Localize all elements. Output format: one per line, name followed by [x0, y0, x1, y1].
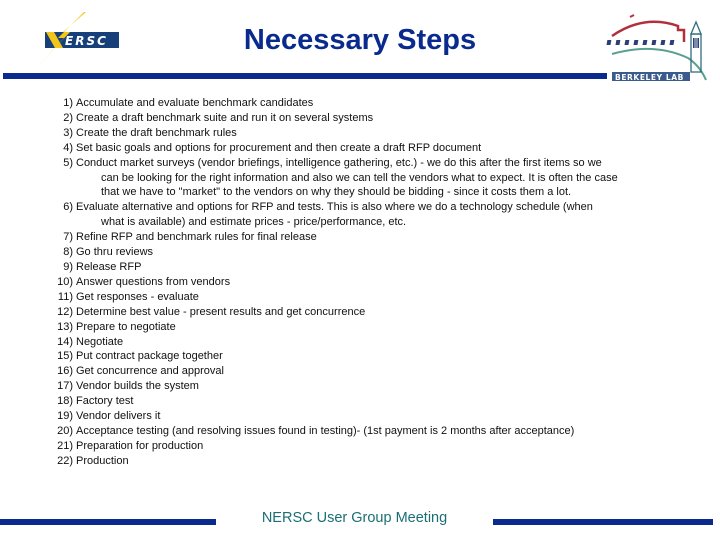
- list-item: [48, 349, 688, 364]
- step-text-line: Answer questions from vendors: [76, 275, 231, 288]
- step-text-line: Put contract package together: [76, 350, 223, 363]
- step-text-line: Create a draft benchmark suite and run it on several systems: [76, 111, 374, 124]
- step-text: [76, 349, 680, 364]
- step-number: 3): [63, 126, 73, 139]
- step-number: 17): [57, 380, 73, 393]
- step-text-line: Create the draft benchmark rules: [76, 126, 237, 139]
- step-text: [76, 111, 680, 126]
- step-text-line: Negotiate: [76, 335, 124, 348]
- list-item: [48, 290, 688, 305]
- list-item: [48, 111, 688, 126]
- step-text-line: Preparation for production: [76, 439, 204, 452]
- list-item: [48, 454, 688, 469]
- list-item: [48, 394, 688, 409]
- list-item: [48, 409, 688, 424]
- step-text: [76, 409, 680, 424]
- footer-divider-left: [0, 519, 216, 525]
- step-text: [76, 290, 680, 305]
- list-item: [48, 305, 688, 320]
- list-item: [48, 379, 688, 394]
- step-text: [76, 260, 680, 275]
- step-text-line: Refine RFP and benchmark rules for final release: [76, 231, 317, 244]
- step-text: [76, 320, 680, 335]
- step-text-line: Evaluate alternative and options for RFP and tests. This is also where we do a technology schedule (when: [76, 201, 593, 214]
- step-number: 13): [57, 320, 73, 333]
- step-number: 18): [57, 395, 73, 408]
- list-item: [48, 230, 688, 245]
- step-text-line: Go thru reviews: [76, 246, 154, 259]
- step-text-line: Get responses - evaluate: [76, 290, 199, 303]
- step-text: [76, 379, 680, 394]
- step-text-line: Release RFP: [76, 260, 142, 273]
- step-number: 4): [63, 141, 73, 154]
- step-text-line: Set basic goals and options for procurement and then create a draft RFP document: [76, 141, 482, 154]
- step-number: 7): [63, 231, 73, 244]
- step-number: 8): [63, 246, 73, 259]
- nersc-logo-text: ERSC: [65, 34, 108, 48]
- step-number: 16): [57, 365, 73, 378]
- list-item: [48, 260, 688, 275]
- step-number: 6): [63, 201, 73, 214]
- step-text: [76, 335, 680, 350]
- step-number: 20): [57, 424, 73, 437]
- step-text-line: Prepare to negotiate: [76, 320, 176, 333]
- step-text-line: Conduct market surveys (vendor briefings, intelligence gathering, etc.) - we do this after the first items so we: [76, 156, 602, 169]
- berkeley-lab-logo-text: BERKELEY LAB: [615, 73, 684, 82]
- step-text: [76, 141, 680, 156]
- list-item: [48, 96, 688, 111]
- step-number: 19): [57, 410, 73, 423]
- step-text-line: Vendor builds the system: [76, 380, 199, 393]
- step-number: 5): [63, 156, 73, 169]
- step-number: 15): [57, 350, 73, 363]
- steps-list: [48, 96, 688, 469]
- step-text: [76, 245, 680, 260]
- nersc-lightning-logo-icon: [14, 8, 124, 74]
- step-continuation-line: that we have to "market" to the vendors on why they should be bidding - since it costs them a lot.: [101, 186, 572, 199]
- step-text: [76, 230, 680, 245]
- step-text-line: Accumulate and evaluate benchmark candidates: [76, 97, 314, 109]
- step-number: 12): [57, 305, 73, 318]
- step-text: [76, 96, 680, 111]
- step-text: [76, 156, 680, 201]
- berkeley-lab-logo-icon: [604, 8, 716, 86]
- page-title: Necessary Steps: [243, 24, 477, 56]
- step-text: [76, 200, 680, 230]
- step-number: 21): [57, 439, 73, 452]
- list-item: [48, 156, 688, 201]
- step-text: [76, 305, 680, 320]
- list-item: [48, 126, 688, 141]
- step-text: [76, 424, 680, 439]
- step-text: [76, 439, 680, 454]
- step-text-line: Acceptance testing (and resolving issues found in testing)- (1st payment is 2 months after acceptance): [76, 424, 575, 437]
- step-number: 14): [57, 335, 73, 348]
- list-item: [48, 320, 688, 335]
- step-text-line: Factory test: [76, 395, 134, 408]
- footer-text: NERSC User Group Meeting: [261, 510, 448, 526]
- step-continuation-line: can be looking for the right information and also we can tell the vendors what to expect. It is often the case: [101, 171, 618, 184]
- step-text: [76, 364, 680, 379]
- step-number: 1): [63, 97, 73, 109]
- step-number: 2): [63, 111, 73, 124]
- list-item: [48, 275, 688, 290]
- step-number: 9): [63, 260, 73, 273]
- list-item: [48, 364, 688, 379]
- step-text-line: Vendor delivers it: [76, 410, 161, 423]
- step-text-line: Production: [76, 454, 129, 467]
- step-text-line: Determine best value - present results and get concurrence: [76, 305, 366, 318]
- list-item: [48, 439, 688, 454]
- step-text: [76, 394, 680, 409]
- footer-divider-right: [493, 519, 713, 525]
- step-text: [76, 275, 680, 290]
- step-text: [76, 454, 680, 469]
- list-item: [48, 424, 688, 439]
- step-number: 22): [57, 454, 73, 467]
- list-item: [48, 141, 688, 156]
- list-item: [48, 335, 688, 350]
- step-text: [76, 126, 680, 141]
- list-item: [48, 200, 688, 230]
- header-divider: [3, 73, 607, 79]
- list-item: [48, 245, 688, 260]
- step-continuation-line: what is available) and estimate prices - price/performance, etc.: [101, 216, 407, 229]
- step-text-line: Get concurrence and approval: [76, 365, 224, 378]
- step-number: 11): [57, 290, 73, 303]
- step-number: 10): [57, 275, 73, 288]
